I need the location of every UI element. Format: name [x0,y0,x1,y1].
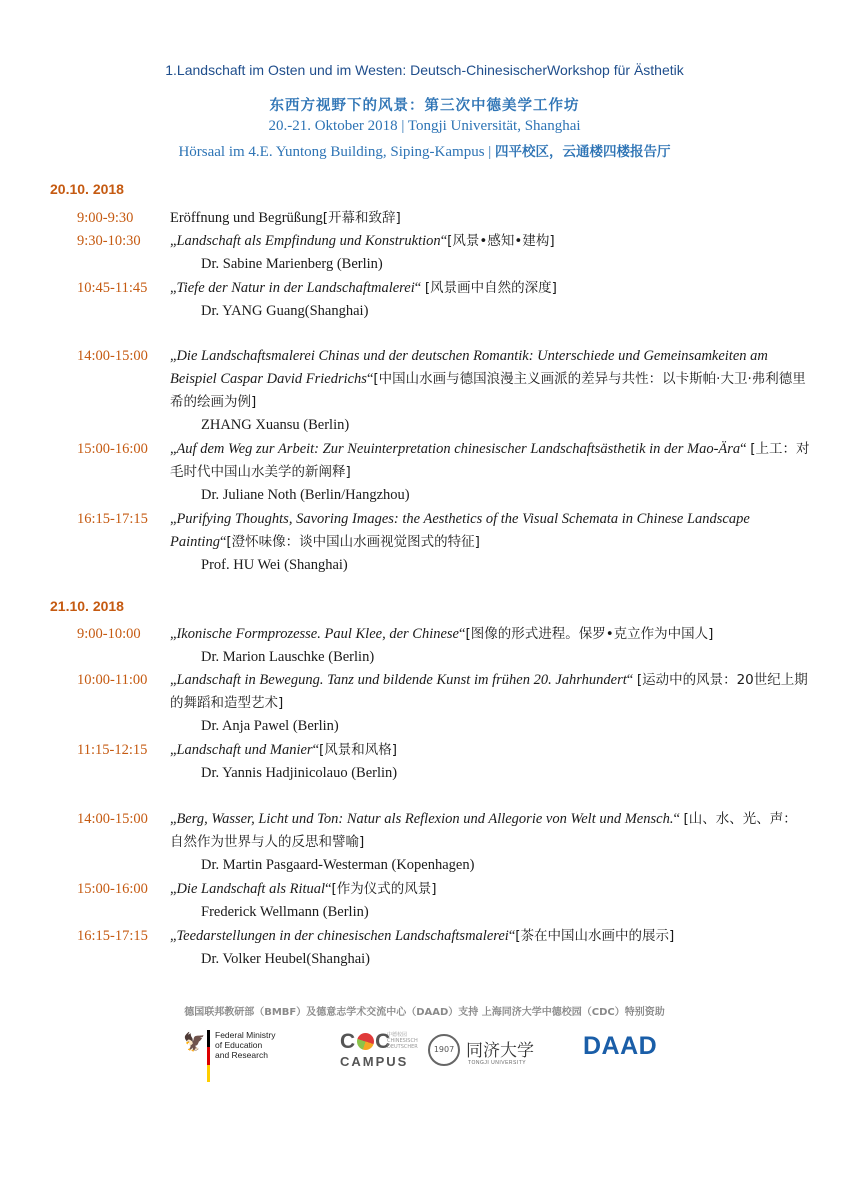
session-title: „Purifying Thoughts, Savoring Images: the Aesthetics of the Visual Schemata in Chinese Landscape Painting“[澄怀味像：谈中国山水画视觉图式的特征] [170,511,750,550]
session-time: 15:00-16:00 [77,881,148,897]
session-time: 14:00-15:00 [77,348,148,364]
session-title: „Berg, Wasser, Licht und Ton: Natur als Reflexion und Allegorie von Welt und Mensch.“ [山、水、光、声：自然作为世界与人的反思和譬喻] [170,811,797,850]
session-time: 9:30-10:30 [77,233,141,249]
day-2-heading: 21.10. 2018 [50,598,124,614]
session-time: 9:00-10:00 [77,626,141,642]
clc-circle-icon [357,1033,374,1050]
session-title: „Teedarstellungen in der chinesischen Landschaftsmalerei“[茶在中国山水画中的展示] [170,928,675,944]
sponsor-line: 德国联邦教研部（BMBF）及德意志学术交流中心（DAAD）支持 上海同济大学中德校园（CDC）特别资助 [184,1007,665,1018]
session-title: „Auf dem Weg zur Arbeit: Zur Neuinterpretation chinesischer Landschaftsästhetik in der Mao-Ära“ [上工：对毛时代中国山水美学的新阐释] [170,441,810,480]
session-title: „Landschaft als Empfindung und Konstruktion“[风景•感知•建构] [170,233,555,249]
session-time: 11:15-12:15 [77,742,148,758]
session-speaker: Prof. HU Wei (Shanghai) [201,557,348,573]
session-speaker: Dr. Juliane Noth (Berlin/Hangzhou) [201,487,410,503]
german-flag-icon [207,1030,210,1082]
eagle-icon: 🦅 [183,1032,206,1052]
session-speaker: Dr. Anja Pawel (Berlin) [201,718,339,734]
venue-german: Hörsaal im 4.E. Yuntong Building, Siping-Kampus | [178,144,496,160]
bmbf-logo [183,1030,303,1085]
workshop-date-place: 20.-21. Oktober 2018 | Tongji Universität, Shanghai [268,118,581,134]
session-speaker: ZHANG Xuansu (Berlin) [201,417,350,433]
clc-campus-logo [340,1030,418,1074]
session-speaker: Dr. Martin Pasgaard-Westerman (Kopenhagen) [201,857,475,873]
session-time: 15:00-16:00 [77,441,148,457]
day-1-heading: 20.10. 2018 [50,181,124,197]
clc-campus-text: CAMPUS [340,1054,409,1069]
session-time: 10:45-11:45 [77,280,148,296]
session-title: „Die Landschaftsmalerei Chinas und der deutschen Romantik: Unterschiede und Gemeinsamkeiten am Beispiel Caspar David Friedrichs“[中国山水画与德国浪漫主义画派的差异与共性：以卡斯帕·大卫·弗利德里希的绘画为例] [170,348,806,410]
session-title: Eröffnung und Begrüßung[开幕和致辞] [170,210,401,226]
venue-chinese: 四平校区，云通楼四楼报告厅 [495,144,671,160]
tongji-seal-icon: 1907 [428,1034,460,1066]
session-time: 16:15-17:15 [77,928,148,944]
session-time: 14:00-15:00 [77,811,148,827]
session-speaker: Dr. Yannis Hadjinicolauo (Berlin) [201,765,398,781]
tongji-subtitle: TONGJI UNIVERSITY [468,1060,527,1066]
tongji-logo [428,1034,538,1074]
session-speaker: Dr. Sabine Marienberg (Berlin) [201,256,383,272]
session-title: „Landschaft in Bewegung. Tanz und bildende Kunst im frühen 20. Jahrhundert“ [运动中的风景：20世纪上期的舞蹈和造型艺术] [170,672,808,711]
clc-wordmark: C C [340,1030,392,1053]
session-speaker: Dr. Volker Heubel(Shanghai) [201,951,371,967]
session-title: „Tiefe der Natur in der Landschaftmalerei“ [风景画中自然的深度] [170,280,557,296]
session-time: 16:15-17:15 [77,511,148,527]
session-time: 9:00-9:30 [77,210,134,226]
session-title: „Die Landschaft als Ritual“[作为仪式的风景] [170,881,437,897]
bmbf-text: Federal Ministry of Education and Research [215,1030,276,1060]
workshop-venue [0,140,849,161]
daad-logo: DAAD [583,1032,658,1060]
clc-side-text: 中德校园 CHINESISCH DEUTSCHER [387,1032,418,1050]
session-title: „Ikonische Formprozesse. Paul Klee, der Chinese“[图像的形式进程。保罗•克立作为中国人] [170,626,714,642]
tongji-name: 同济大学 [466,1041,534,1061]
session-title: „Landschaft und Manier“[风景和风格] [170,742,398,758]
session-speaker: Frederick Wellmann (Berlin) [201,904,369,920]
session-time: 10:00-11:00 [77,672,148,688]
workshop-title-chinese: 东西方视野下的风景：第三次中德美学工作坊 [269,98,580,114]
session-speaker: Dr. YANG Guang(Shanghai) [201,303,369,319]
session-speaker: Dr. Marion Lauschke (Berlin) [201,649,375,665]
workshop-title: 1.Landschaft im Osten und im Westen: Deutsch-ChinesischerWorkshop für Ästhetik [165,62,684,78]
